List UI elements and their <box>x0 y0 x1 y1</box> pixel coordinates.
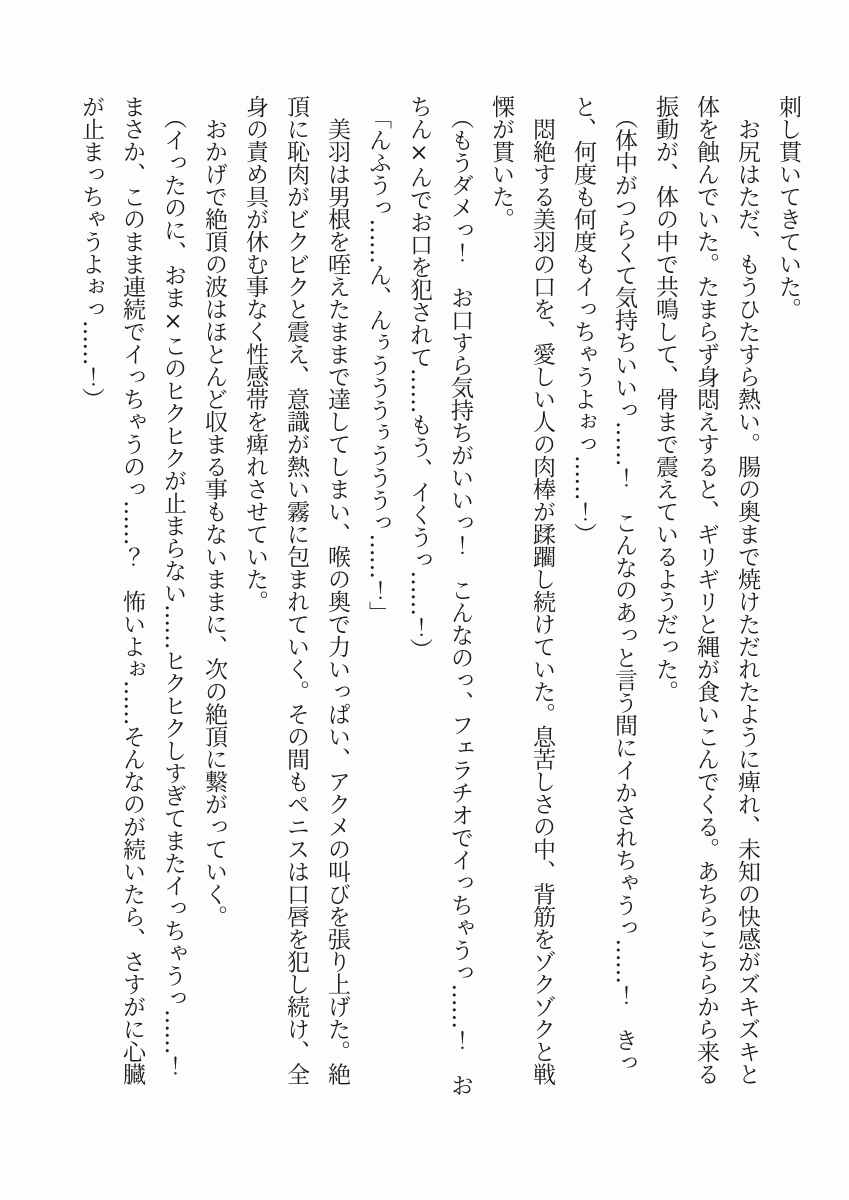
text-column-11: 「んふうっ……ん、んぅうううぅうううっ……！」 <box>365 95 391 624</box>
text-column-12: 美羽は男根を咥えたままで達してしまい、喉の奥で力いっぱい、アクメの叫びを張り上げた。絶 <box>324 95 350 1085</box>
text-column-17: まさか、このまま連続でイっちゃうのっ……？ 怖いよぉ……そんなのが続いたら、さすがに心臓 <box>119 95 145 1085</box>
text-column-16: （イったのに、おま×このヒクヒクが止まらない……ヒクヒクしすぎてまたイっちゃうっ……！ <box>160 95 186 1077</box>
vertical-text-block <box>70 95 808 1140</box>
text-column-13: 頂に恥肉がビクビクと震え、意識が熱い霧に包まれていく。その間もペニスは口唇を犯し続け、全 <box>283 95 309 1085</box>
text-column-2: お尻はただ、もうひたすら熱い。腸の奥まで焼けただれたように痺れ、未知の快感がズキズキと <box>734 95 760 1085</box>
text-column-9: （もうダメっ！ お口すら気持ちがいいっ！ こんなのっ、フェラチオでイっちゃうっ……！ お <box>447 95 473 1096</box>
text-column-6: と、何度も何度もイっちゃうよぉっ……！） <box>570 95 596 545</box>
text-column-5: （体中がつらくて気持ちいいっ……！ こんなのあっと言う間にイかされちゃうっ……！ きっ <box>611 95 637 1074</box>
text-column-15: おかげで絶頂の波はほとんど収まる事もないままに、次の絶頂に繋がっていく。 <box>201 95 227 928</box>
text-column-10: ちん×んでお口を犯されて……もう、イくうっ……！） <box>406 95 432 661</box>
text-column-18: が止まっちゃうよぉっ……！） <box>78 95 104 410</box>
text-column-8: 慄が貫いた。 <box>488 95 514 230</box>
text-column-4: 振動が、体の中で共鳴して、骨まで震えているようだった。 <box>652 95 678 703</box>
text-column-14: 身の責め具が休む事なく性感帯を痺れさせていた。 <box>242 95 268 613</box>
text-column-1: 刺し貫いてきていた。 <box>775 95 801 320</box>
text-column-7: 悶絶する美羽の口を、愛しい人の肉棒が蹂躙し続けていた。息苦しさの中、背筋をゾクゾクと戦 <box>529 95 555 1085</box>
text-column-3: 体を蝕んでいた。たまらず身悶えすると、ギリギリと縄が食いこんでくる。あちらこちらから来る <box>693 95 719 1085</box>
